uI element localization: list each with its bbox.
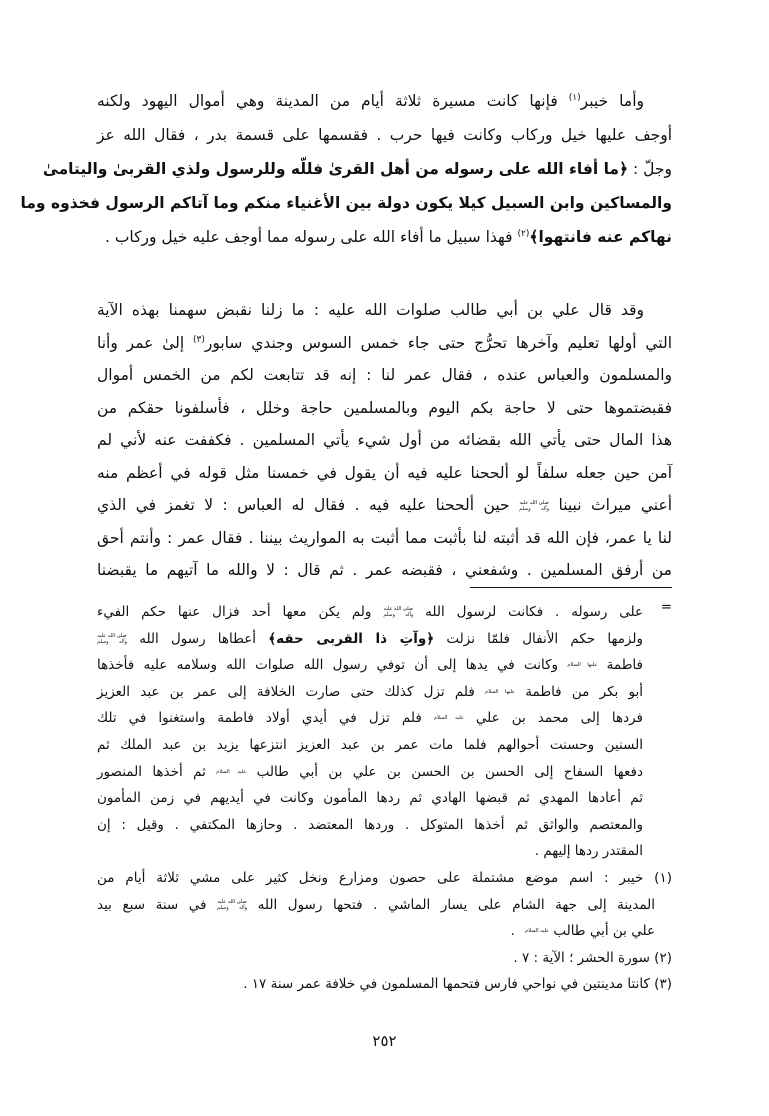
paragraph-ali-quote — [97, 294, 672, 587]
text-line — [97, 220, 672, 254]
honorific-mark: صلى الله عليه وآله وسلم — [383, 606, 414, 618]
text-run: (١) خيبر : اسم موضع مشتملة على حصون ومزارع ونخل كثير على مشي ثلاثة أيام من — [97, 869, 672, 886]
honorific-mark: عليها السلام — [567, 662, 598, 669]
text-line — [97, 457, 672, 490]
text-run: فلم تزل في أيدي أولاد فاطمة واستغنوا في تلك — [97, 710, 434, 727]
text-run: التي أولها تعليم وآخرها تحرُّج حتى جاء خمس السوس وجندي سابور — [204, 333, 672, 352]
text-line — [97, 626, 643, 653]
text-line — [97, 679, 643, 706]
text-line — [97, 759, 643, 786]
text-line — [97, 812, 643, 839]
text-line — [97, 945, 672, 972]
text-run: إلىٰ عمر وأنا — [97, 333, 193, 352]
text-line — [97, 392, 672, 425]
text-run: فإنها كانت مسيرة ثلاثة أيام من المدينة وهي أموال اليهود ولكنه — [97, 92, 569, 110]
text-run: آمن حين جعله سلفاً لو ألححنا عليه فيه أن يقول في خمسنا مثل قوله في أعظم منه — [97, 463, 672, 482]
footnote-ref: (٣) — [192, 334, 205, 345]
honorific-mark: صلى الله عليه وآله وسلم — [97, 632, 127, 645]
text-line — [97, 424, 672, 457]
text-line — [97, 522, 672, 555]
text-line — [97, 918, 655, 945]
text-line — [97, 892, 655, 919]
text-run: المدينة إلى جهة الشام على يسار الماشي . فتحها رسول الله — [247, 896, 656, 913]
footnote-ref: (٢) — [517, 228, 530, 239]
text-run: (٢) سورة الحشر ؛ الآية : ٧ . — [513, 949, 672, 966]
honorific-mark: عليها السلام — [485, 688, 516, 695]
text-line — [97, 971, 672, 998]
text-run: وكانت في يدها إلى أن توفي رسول الله صلوات الله وسلامه عليه فأخذها — [97, 657, 568, 674]
quran-verse-text: نهاكم عنه فانتهوا﴾ — [529, 228, 672, 246]
text-run: وأما خيبر — [580, 92, 644, 110]
text-run: من أرفق المسلمين . وشفعني ، فقبضه عمر . ثم قال : لا والله ما آتيهم ما يقبضنا — [97, 561, 672, 579]
text-run: ولم يكن معها أحد فزال عنها حكم الفيء — [97, 604, 384, 620]
text-run: لنا يا عمر، فإن الله قد أثبته لنا بأثبت مما أثبت به المواريث بيننا . فقال عمر : وأنتم أحق — [97, 528, 672, 547]
text-run: (٣) كانتا مدينتين في نواحي فارس فتحمها المسلمون في خلافة عمر سنة ١٧ . — [243, 976, 672, 993]
honorific-mark: عليه السلام — [433, 715, 464, 722]
text-run: علي بن أبي طالب — [549, 923, 655, 940]
quran-verse-text: ﴿ما أفاء الله على رسوله من أهل القرىٰ فللّه وللرسول ولذي القربىٰ واليتامىٰ — [42, 160, 629, 178]
text-run: أعطاها رسول الله — [127, 630, 269, 647]
text-run: المقتدر ردها إليهم . — [534, 843, 643, 860]
text-line — [42, 152, 672, 186]
text-run: دفعها السفاح إلى الحسن بن الحسن بن علي بن أبي طالب — [246, 763, 643, 780]
honorific-mark: صلى الله عليه وآله وسلم — [217, 898, 248, 911]
text-run: في سنة سبع بيد — [97, 896, 218, 913]
text-run: أبو بكر من فاطمة — [515, 683, 644, 700]
page-number: ٢٥٢ — [372, 1032, 397, 1050]
footnote-ref: (١) — [568, 92, 581, 103]
text-run: ثم أعادها المهدي ثم قبضها الهادي ثم ردها المأمون وكانت في أيديهم في زمن المأمون — [97, 790, 643, 807]
honorific-mark: عليه السلام — [216, 768, 247, 775]
text-line — [97, 732, 643, 759]
text-line — [97, 359, 672, 392]
paragraph-khaybar — [20, 84, 672, 254]
text-line — [97, 652, 643, 679]
text-run: هذا المال حتى يأتي الله بقضائه من أول شيء يأتي المسلمين . فكففت عنه لأني لم — [97, 431, 672, 449]
text-run: فاطمة — [597, 657, 643, 674]
text-run: أعني ميراث نبينا — [549, 496, 673, 514]
quran-verse-text: والمساكين وابن السبيل كيلا يكون دولة بين الأغنياء منكم وما آتاكم الرسول فخذوه وما — [20, 194, 672, 212]
text-line — [97, 84, 672, 118]
text-line — [97, 838, 643, 865]
text-line — [97, 294, 672, 327]
text-run: والمعتصم والواثق ثم أخذها المتوكل . وردها المعتضد . وحازها المكتفي . وقيل : إن — [97, 816, 643, 833]
text-run: . — [510, 923, 520, 940]
text-run: السنين وحسنت أحوالهم فلما مات عمر بن عبد العزيز انتزعها يزيد بن عبد الملك ثم — [97, 736, 643, 753]
text-line — [97, 865, 672, 892]
text-run: وجلّ : — [628, 160, 672, 178]
text-run: وقد قال علي بن أبي طالب صلوات الله عليه : ما زلنا نقبض سهمنا بهذه الآية — [97, 301, 644, 319]
text-line — [97, 118, 672, 152]
text-run: فقبضتموها حتى لا حاجة بكم اليوم وبالمسلمين حاجة وخلل ، فأسلفونا حقكم من — [97, 398, 672, 417]
text-line — [97, 554, 672, 587]
footnote-separator — [470, 587, 672, 588]
honorific-mark: عليه السلام — [525, 928, 550, 935]
text-run: فردها إلى محمد بن علي — [463, 710, 643, 727]
continuation-mark: = — [660, 599, 672, 615]
text-run: حين ألححنا عليه فيه . فقال له العباس : لا تغمز في الذي — [97, 496, 520, 514]
text-run: فلم تزل كذلك حتى صارت الخلافة إلى عمر بن عبد العزيز — [97, 683, 486, 700]
text-line — [20, 186, 672, 220]
quran-verse-text: ﴿وآتِ ذا القربى حقه﴾ — [268, 630, 435, 647]
text-line — [97, 785, 643, 812]
text-line — [97, 599, 643, 626]
footnotes — [97, 599, 672, 998]
text-run: ثم أخذها المنصور — [97, 763, 217, 780]
honorific-mark: صلى الله عليه وآله وسلم — [519, 499, 550, 512]
text-run: فهذا سبيل ما أفاء الله على رسوله مما أوجف عليه خيل وركاب . — [104, 228, 518, 246]
text-line — [97, 489, 672, 522]
text-line — [97, 705, 643, 732]
text-run: على رسوله . فكانت لرسول الله — [413, 604, 644, 620]
text-run: والمسلمون والعباس عنده ، فقال عمر لنا : إنه قد تتابعت لكم من الخمس أموال — [97, 366, 672, 384]
text-run: ولزمها حكم الأنفال فلمّا نزلت — [434, 630, 644, 647]
text-line — [97, 327, 672, 360]
text-run: أوجف عليها خيل وركاب وكانت فيها حرب . فقسمها على قسمة بدر ، فقال الله عز — [97, 126, 672, 144]
